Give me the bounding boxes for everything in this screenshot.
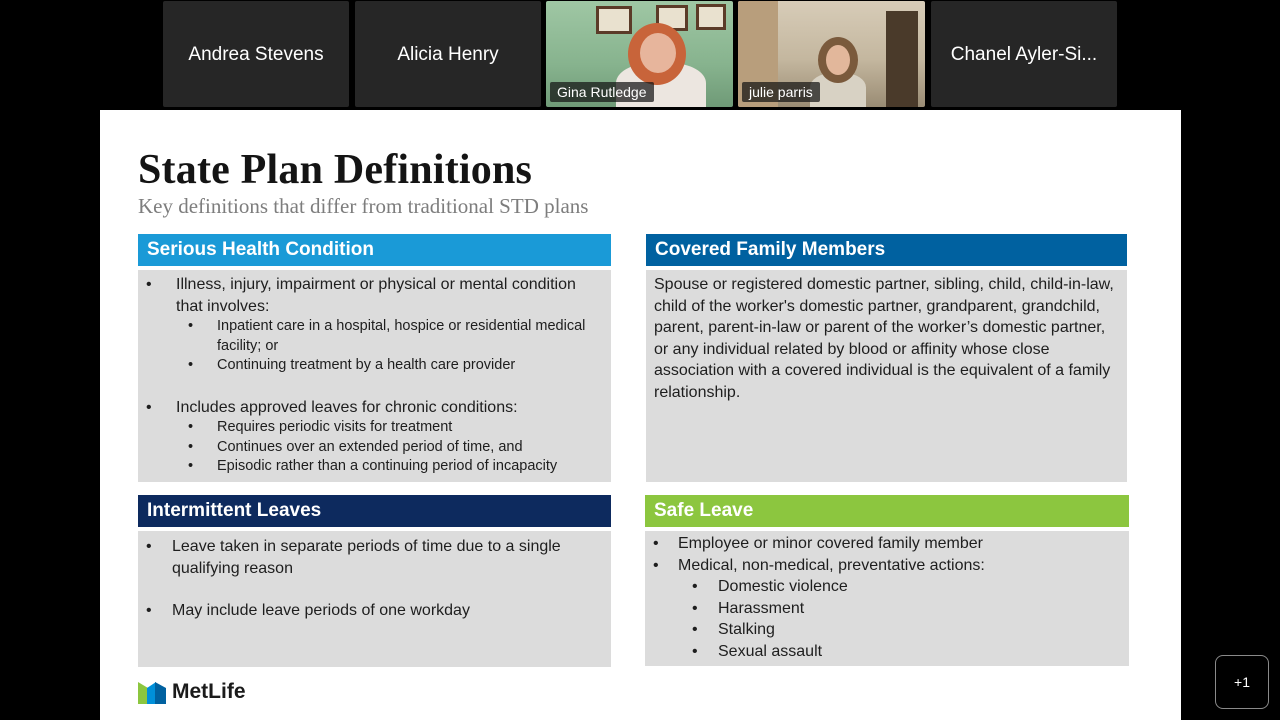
- list-gap: [138, 376, 603, 397]
- list-sub-item: • Continues over an extended period of time, and: [138, 438, 603, 458]
- participant-tile-chanel[interactable]: [931, 1, 1117, 107]
- participant-face: [826, 45, 850, 75]
- list-item: • May include leave periods of one workday: [138, 600, 571, 622]
- list-sub-item: • Sexual assault: [645, 641, 1121, 663]
- participant-face: [640, 33, 676, 73]
- covered-family-heading: Covered Family Members: [646, 234, 1127, 266]
- serious-health-heading: Serious Health Condition: [138, 234, 611, 266]
- list-gap: [138, 579, 571, 600]
- participant-video-julie[interactable]: [738, 1, 925, 107]
- list-sub-item: • Domestic violence: [645, 576, 1121, 598]
- list-sub-item: • Stalking: [645, 619, 1121, 641]
- intermittent-body: [138, 531, 611, 667]
- participant-tile-andrea[interactable]: [163, 1, 349, 107]
- list-sub-item: • Inpatient care in a hospital, hospice or residential medical facility; or: [138, 317, 603, 356]
- slide-subtitle: Key definitions that differ from traditional STD plans: [138, 194, 589, 218]
- list-item: • Employee or minor covered family member: [645, 533, 1121, 555]
- list-item: • Illness, injury, impairment or physical or mental condition that involves:: [138, 274, 603, 317]
- wall-frame: [696, 4, 726, 30]
- intermittent-panel: [138, 495, 611, 667]
- metlife-logo-text: MetLife: [172, 680, 246, 703]
- participant-tile-alicia[interactable]: [355, 1, 541, 107]
- participant-name: Andrea Stevens: [188, 44, 324, 65]
- participant-name: Chanel Ayler-Si...: [950, 44, 1098, 65]
- slide-title: State Plan Definitions: [138, 147, 533, 193]
- safe-leave-panel: [645, 495, 1129, 666]
- safe-leave-heading: Safe Leave: [645, 495, 1129, 527]
- participant-nametag: julie parris: [742, 82, 820, 102]
- covered-family-panel: [646, 234, 1127, 482]
- safe-leave-body: [645, 531, 1129, 666]
- list-item: • Includes approved leaves for chronic conditions:: [138, 397, 603, 419]
- participant-nametag: Gina Rutledge: [550, 82, 654, 102]
- intermittent-heading: Intermittent Leaves: [138, 495, 611, 527]
- shared-slide: [100, 110, 1181, 720]
- bookshelf: [886, 11, 918, 107]
- list-sub-item: • Continuing treatment by a health care provider: [138, 356, 603, 376]
- list-sub-item: • Requires periodic visits for treatment: [138, 418, 603, 438]
- covered-family-body: [646, 270, 1127, 482]
- participant-name: Alicia Henry: [397, 44, 499, 65]
- wall-frame: [596, 6, 632, 34]
- participant-video-gina[interactable]: [546, 1, 733, 107]
- serious-health-panel: [138, 234, 611, 482]
- list-sub-item: • Harassment: [645, 598, 1121, 620]
- covered-family-text: Spouse or registered domestic partner, sibling, child, child-in-law, child of the worker's domestic partner, grandparent, grandchild, parent, parent-in-law or parent of the worker’s domestic partner, or any individual related by blood or affinity whose close association with a covered individual is the equivalent of a family relationship.: [654, 276, 1114, 401]
- list-sub-item: • Episodic rather than a continuing period of incapacity: [138, 457, 603, 477]
- list-item: • Medical, non-medical, preventative actions:: [645, 555, 1121, 577]
- metlife-logo: [138, 680, 246, 704]
- list-item: • Leave taken in separate periods of time due to a single qualifying reason: [138, 536, 571, 579]
- metlife-logo-icon: [138, 680, 166, 704]
- serious-health-body: [138, 270, 611, 482]
- more-participants-button[interactable]: +1: [1215, 655, 1269, 709]
